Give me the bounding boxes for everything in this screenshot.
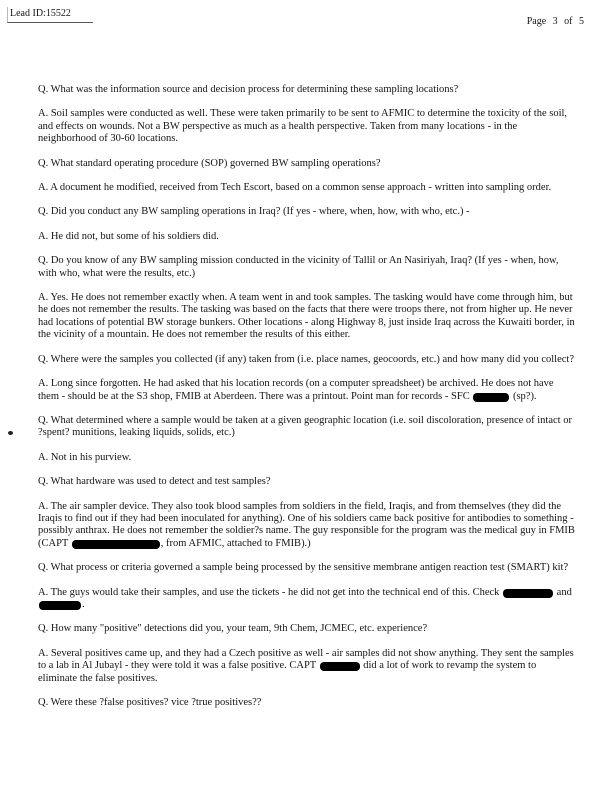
question-paragraph: Q. Did you conduct any BW sampling operations in Iraq? (If yes - where, when, how, with who, etc.) -	[38, 206, 470, 218]
scan-artifact	[8, 431, 13, 435]
answer-paragraph: A. Long since forgotten. He had asked that his location records (on a computer spreadsheet) be archived. He does not have them - should be at the S3 shop, FMIB at Aberdeen. There was a printout. Point man for records - SFC (sp?).	[38, 378, 554, 402]
question-paragraph: Q. How many "positive" detections did you, your team, 9th Chem, JCMEC, etc. experience?	[38, 623, 428, 635]
answer-paragraph: A. Soil samples were conducted as well. These were taken primarily to be sent to AFMIC to determine the toxicity of the soil, and effects on wounds. Not a BW perspective as much as a health perspective. Taken from many locations - in the neighborhood of 30-60 locations.	[38, 108, 568, 145]
answer-paragraph: A. The air sampler device. They also took blood samples from soldiers in the field, Iraqis, and from themselves (they did the Iraqis to find out if they had been inoculated for anything). One of his soldiers came back positive for antibodies to something - possibly anthrax. He does not remember the soldier?s name. The guy responsible for the program was the medical guy in FMIB (CAPT , from AFMIC, attached to FMIB).)	[38, 500, 575, 549]
redaction-box	[320, 662, 360, 671]
question-paragraph: Q. What determined where a sample would be taken at a given geographic location (i.e. soil discoloration, presence of intact or ?spent? munitions, leaking liquids, solids, etc.)	[38, 414, 572, 439]
lead-id-label: Lead ID:15522	[7, 7, 93, 23]
redaction-box	[473, 393, 509, 402]
answer-paragraph: A. A document he modified, received from Tech Escort, based on a common sense approach - written into sampling order.	[38, 182, 552, 194]
answer-paragraph: A. He did not, but some of his soldiers did.	[38, 230, 219, 242]
question-paragraph: Q. What hardware was used to detect and test samples?	[38, 476, 271, 488]
answer-paragraph: A. Yes. He does not remember exactly when. A team went in and took samples. The tasking would have come through him, but he does not remember the results. The tasking was based on the facts that there were troops there, not from higher up. He never had locations of potential BW storage bunkers. Other locations - along Highway 8, just inside Iraq across the Kuwaiti border, in the vicinity of a mountain. He does not remember the results of this either.	[38, 292, 575, 341]
page-number: Page 3 of 5	[526, 16, 584, 27]
question-paragraph: Q. Where were the samples you collected (if any) taken from (i.e. place names, geocoords, etc.) and how many did you collect?	[38, 353, 574, 365]
question-paragraph: Q. What standard operating procedure (SOP) governed BW sampling operations?	[38, 157, 381, 169]
document-body	[38, 84, 576, 721]
redaction-box	[503, 589, 553, 598]
answer-paragraph: A. Several positives came up, and they had a Czech positive as well - air samples did not show anything. They sent the samples to a lab in Al Jubayl - they were told it was a false positive. CAPT did a lot of work to revamp the system to eliminate the false positives.	[38, 647, 574, 684]
answer-paragraph: A. The guys would take their samples, and use the tickets - he did not get into the technical end of this. Check and .	[38, 586, 572, 610]
question-paragraph: Q. Were these ?false positives? vice ?true positives??	[38, 697, 262, 708]
redaction-box	[72, 540, 160, 549]
question-paragraph: Q. What was the information source and decision process for determining these sampling locations?	[38, 84, 459, 95]
question-paragraph: Q. Do you know of any BW sampling mission conducted in the vicinity of Tallil or An Nasiriyah, Iraq? (If yes - when, how, with who, what were the results, etc.)	[38, 255, 559, 279]
answer-paragraph: A. Not in his purview.	[38, 451, 132, 463]
question-paragraph: Q. What process or criteria governed a sample being processed by the sensitive membrane antigen reaction test (SMART) kit?	[38, 562, 569, 574]
redaction-box	[39, 601, 81, 610]
